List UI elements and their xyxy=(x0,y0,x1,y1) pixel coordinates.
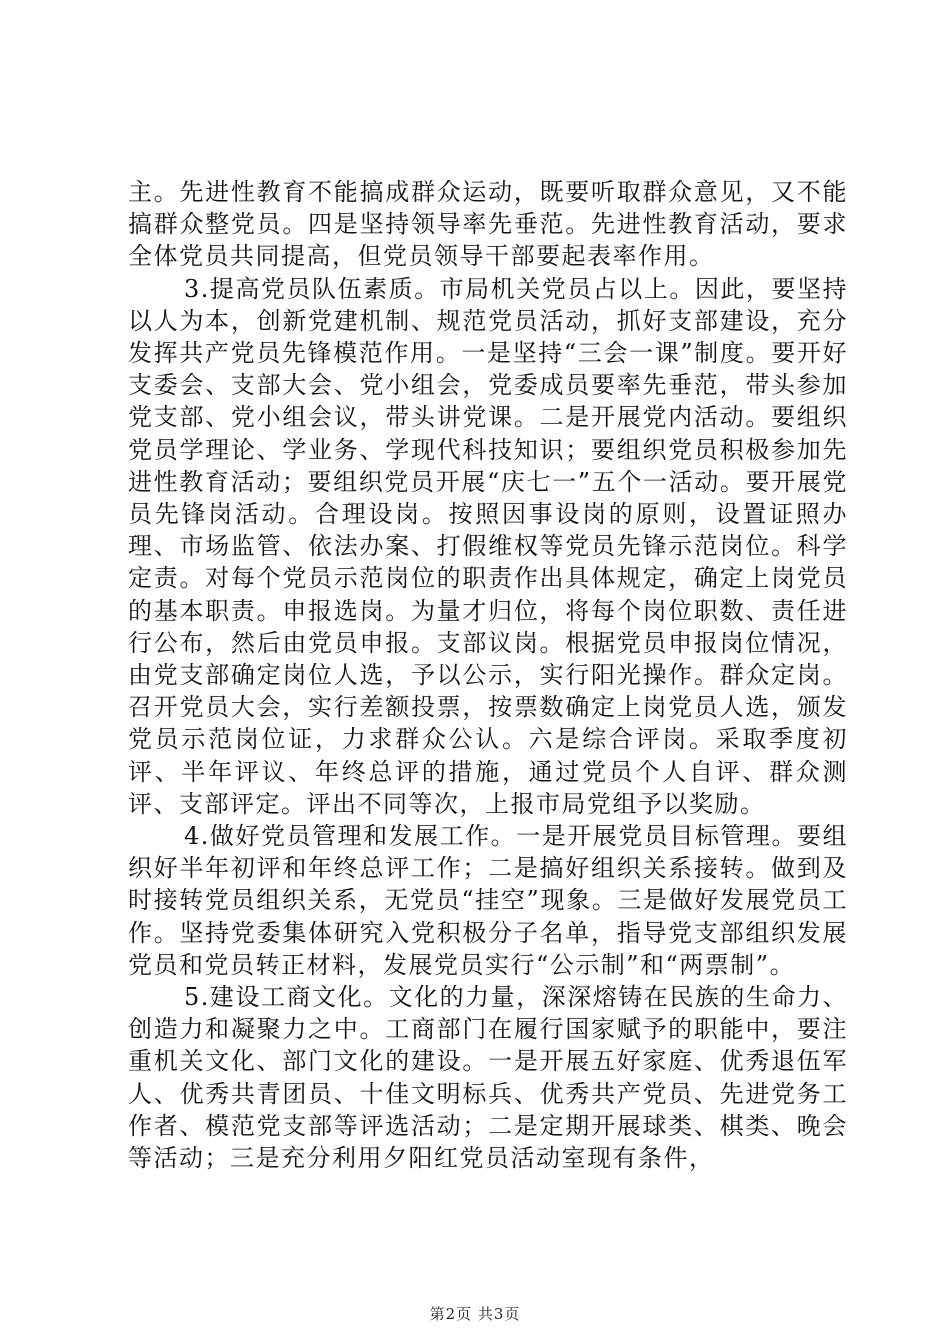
paragraph-party-member-quality: 3.提高党员队伍素质。市局机关党员占以上。因此，要坚持以人为本，创新党建机制、规范党员活动，抓好支部建设，充分发挥共产党员先锋模范作用。一是坚持“三会一课”制度。要开好支委会、支部大会、党小组会，党委成员要率先垂范，带头参加党支部、党小组会议，带头讲党课。二是开展党内活动。要组织党员学理论、学业务、学现代科技知识；要组织党员积极参加先进性教育活动；要组织党员开展“庆七一”五个一活动。要开展党员先锋岗活动。合理设岗。按照因事设岗的原则，设置证照办理、市场监管、依法办案、打假维权等党员先锋示范岗位。科学定责。对每个党员示范岗位的职责作出具体规定，确定上岗党员的基本职责。申报选岗。为量才归位，将每个岗位职数、责任进行公布，然后由党员申报。支部议岗。根据党员申报岗位情况，由党支部确定岗位人选，予以公示，实行阳光操作。群众定岗。召开党员大会，实行差额投票，按票数确定上岗党员人选，颁发党员示范岗位证，力求群众公认。六是综合评岗。采取季度初评、半年评议、年终总评的措施，通过党员个人自评、群众测评、支部评定。评出不同等次，上报市局党组予以奖励。 xyxy=(128,274,848,818)
paragraph-commerce-culture: 5.建设工商文化。文化的力量，深深熔铸在民族的生命力、创造力和凝聚力之中。工商部门在履行国家赋予的职能中，要注重机关文化、部门文化的建设。一是开展五好家庭、优秀退伍军人、优秀共青团员、十佳文明标兵、优秀共产党员、先进党务工作者、模范党支部等评选活动；二是定期开展球类、棋类、晚会等活动；三是充分利用夕阳红党员活动室现有条件， xyxy=(128,983,848,1173)
document-body xyxy=(128,176,848,1174)
paragraph-member-management: 4.做好党员管理和发展工作。一是开展党员目标管理。要组织好半年初评和年终总评工作；二是搞好组织关系接转。做到及时接转党员组织关系，无党员“挂空”现象。三是做好发展党员工作。坚持党委集体研究入党积极分子名单，指导党支部组织发展党员和党员转正材料，发展党员实行“公示制”和“两票制”。 xyxy=(128,822,848,979)
paragraph-continuation: 主。先进性教育不能搞成群众运动，既要听取群众意见，又不能搞群众整党员。四是坚持领导率先垂范。先进性教育活动，要求全体党员共同提高，但党员领导干部要起表率作用。 xyxy=(128,178,848,271)
page-footer: 第2页 共3页 xyxy=(429,1305,521,1323)
